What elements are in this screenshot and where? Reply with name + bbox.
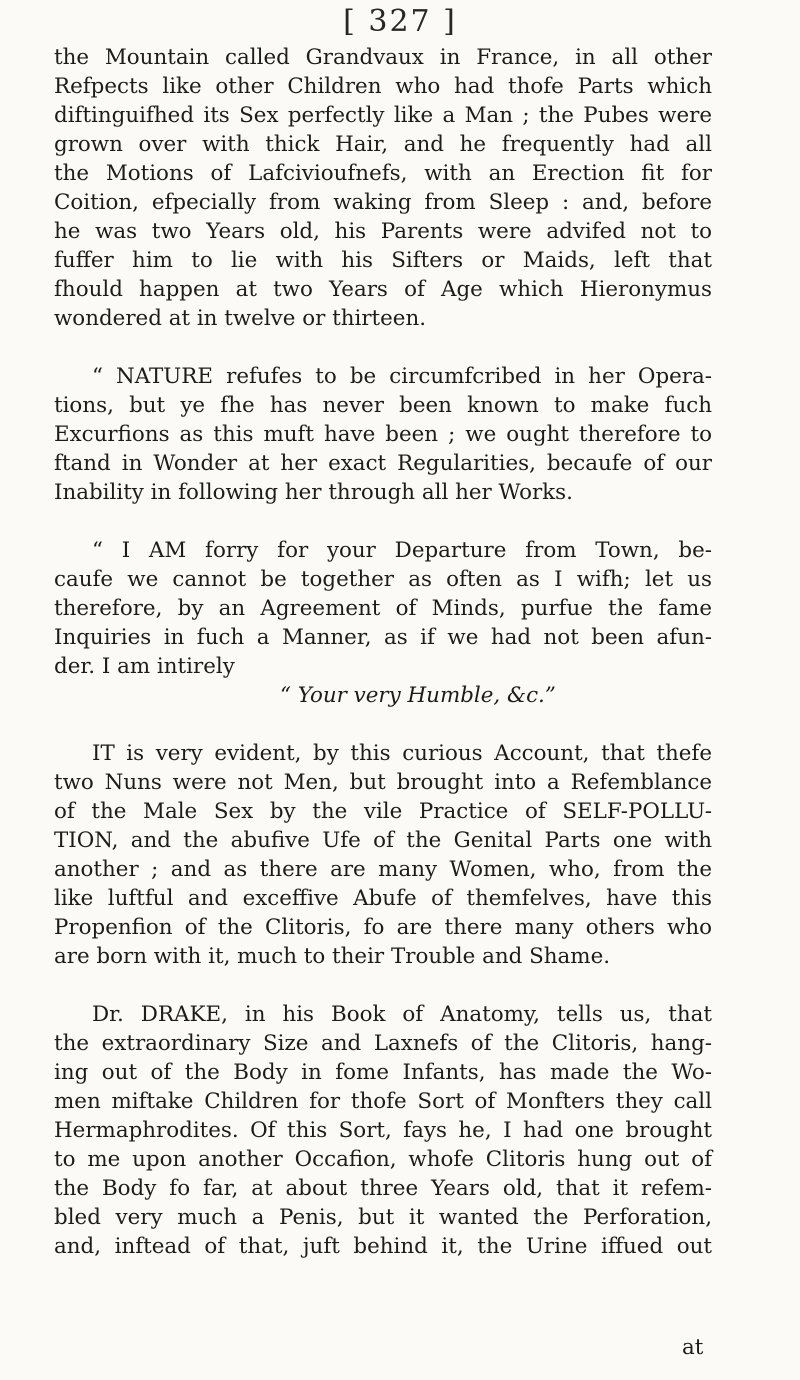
text-line: TION, and the abufive Ufe of the Genital Parts one with <box>54 828 712 853</box>
text-line: like luftful and exceffive Abufe of themfelves, have this <box>54 886 712 911</box>
text-line: fhould happen at two Years of Age which Hieronymus <box>54 277 712 302</box>
text-line: and, inftead of that, juft behind it, the Urine iffued out <box>54 1234 712 1259</box>
page-number: [ 327 ] <box>343 4 457 39</box>
text-line: Inability in following her through all her Works. <box>54 480 573 505</box>
text-line: therefore, by an Agreement of Minds, purfue the fame <box>54 596 712 621</box>
text-line: Hermaphrodites. Of this Sort, fays he, I had one brought <box>54 1118 712 1143</box>
signature-text: “ Your very Humble, &c.” <box>280 683 556 708</box>
text-line: two Nuns were not Men, but brought into a Refemblance <box>54 770 712 795</box>
text-line: Coition, efpecially from waking from Sleep : and, before <box>54 190 712 215</box>
text-line: the extraordinary Size and Laxnefs of the Clitoris, hang- <box>54 1031 712 1056</box>
text-line: Propenfion of the Clitoris, fo are there many others who <box>54 915 712 940</box>
page-body <box>54 43 712 1261</box>
text-line: bled very much a Penis, but it wanted the Perforation, <box>54 1205 712 1230</box>
text-line: “ NATURE refufes to be circumfcribed in her Opera- <box>92 364 712 389</box>
text-line: caufe we cannot be together as often as I wifh; let us <box>54 567 712 592</box>
text-line: the Body fo far, at about three Years old, that it refem- <box>54 1176 712 1201</box>
text-line: der. I am intirely <box>54 654 235 679</box>
text-line: the Mountain called Grandvaux in France, in all other <box>54 45 712 70</box>
text-line: men miftake Children for thofe Sort of Monfters they call <box>54 1089 712 1114</box>
text-line: of the Male Sex by the vile Practice of SELF-POLLU- <box>54 799 712 824</box>
text-line: Excurfions as this muft have been ; we ought therefore to <box>54 422 712 447</box>
catchword: at <box>682 1335 704 1360</box>
text-line: Refpects like other Children who had thofe Parts which <box>54 74 712 99</box>
text-line: he was two Years old, his Parents were advifed not to <box>54 219 712 244</box>
text-line: diftinguifhed its Sex perfectly like a Man ; the Pubes were <box>54 103 712 128</box>
text-line: Inquiries in fuch a Manner, as if we had not been afun- <box>54 625 712 650</box>
text-line: another ; and as there are many Women, who, from the <box>54 857 712 882</box>
letter-signature <box>54 681 712 710</box>
text-line: Dr. DRAKE, in his Book of Anatomy, tells us, that <box>92 1002 712 1027</box>
text-line: grown over with thick Hair, and he frequently had all <box>54 132 712 157</box>
text-line: the Motions of Lafcivioufnefs, with an Erection fit for <box>54 161 712 186</box>
text-line: fuffer him to lie with his Sifters or Maids, left that <box>54 248 712 273</box>
text-line: wondered at in twelve or thirteen. <box>54 306 427 331</box>
text-line: “ I AM forry for your Departure from Town, be- <box>92 538 712 563</box>
text-line: ftand in Wonder at her exact Regularities, becaufe of our <box>54 451 712 476</box>
text-line: IT is very evident, by this curious Account, that thefe <box>92 741 712 766</box>
text-line: tions, but ye fhe has never been known to make fuch <box>54 393 712 418</box>
text-line: ing out of the Body in fome Infants, has made the Wo- <box>54 1060 712 1085</box>
text-line: are born with it, much to their Trouble and Shame. <box>54 944 611 969</box>
text-line: to me upon another Occafion, whofe Clitoris hung out of <box>54 1147 712 1172</box>
